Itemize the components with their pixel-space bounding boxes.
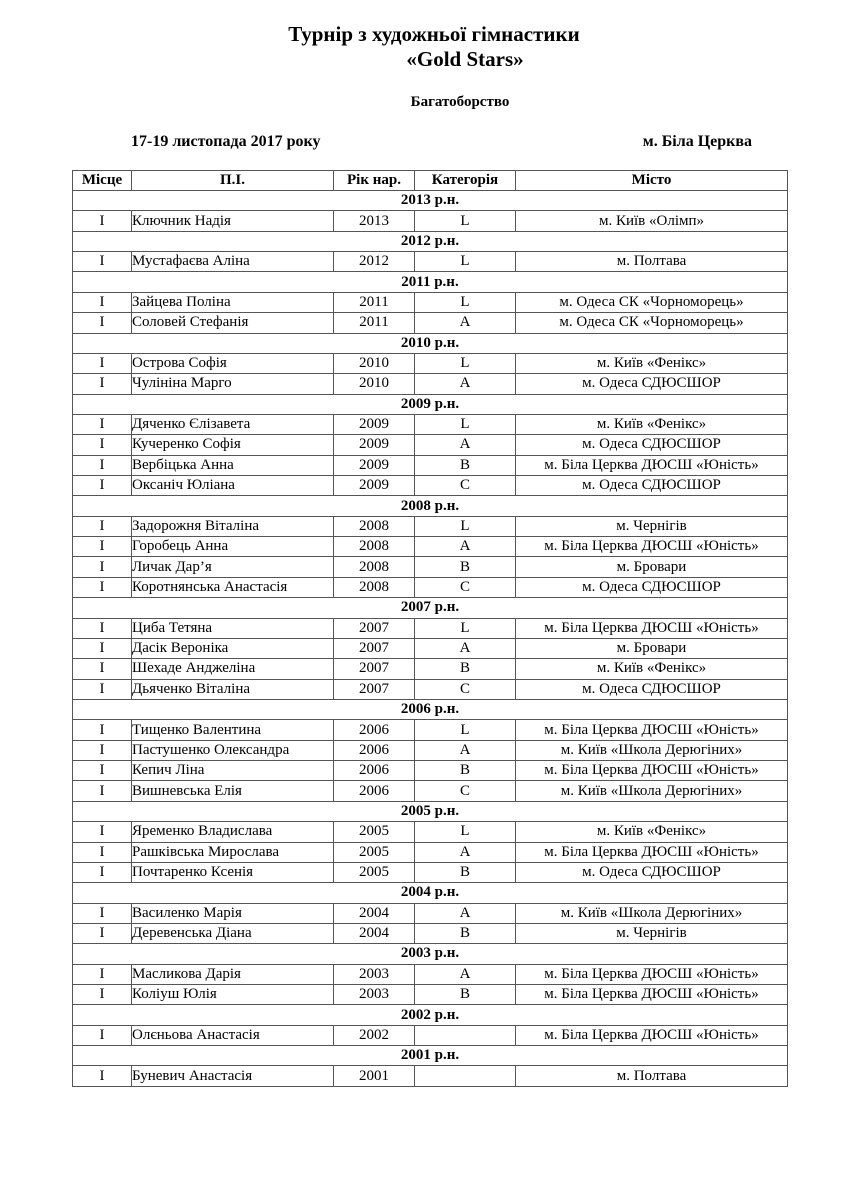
cell-name: Яременко Владислава: [132, 822, 334, 842]
cell-city: м. Біла Церква ДЮСШ «Юність»: [516, 985, 788, 1005]
cell-category: [415, 1066, 516, 1086]
cell-name: Личак Дар’я: [132, 557, 334, 577]
table-row: [73, 923, 788, 943]
cell-birth-year: 2008: [334, 537, 415, 557]
table-row: [73, 292, 788, 312]
group-header-row: [73, 333, 788, 353]
cell-name: Дасік Вероніка: [132, 638, 334, 658]
cell-name: Рашківська Мирослава: [132, 842, 334, 862]
cell-place: I: [73, 313, 132, 333]
cell-city: м. Київ «Школа Дерюгіних»: [516, 740, 788, 760]
cell-name: Тищенко Валентина: [132, 720, 334, 740]
cell-name: Почтаренко Ксенія: [132, 862, 334, 882]
cell-name: Острова Софія: [132, 353, 334, 373]
table-row: [73, 822, 788, 842]
cell-name: Шехаде Анджеліна: [132, 659, 334, 679]
cell-birth-year: 2004: [334, 903, 415, 923]
group-label: 2013 р.н.: [73, 191, 788, 211]
table-row: [73, 740, 788, 760]
cell-category: L: [415, 720, 516, 740]
table-row: [73, 414, 788, 434]
cell-place: I: [73, 211, 132, 231]
group-label: 2003 р.н.: [73, 944, 788, 964]
cell-category: L: [415, 353, 516, 373]
table-row: [73, 964, 788, 984]
cell-place: I: [73, 292, 132, 312]
table-row: [73, 679, 788, 699]
cell-category: L: [415, 618, 516, 638]
cell-category: A: [415, 740, 516, 760]
cell-city: м. Біла Церква ДЮСШ «Юність»: [516, 842, 788, 862]
cell-category: A: [415, 842, 516, 862]
cell-place: I: [73, 374, 132, 394]
cell-name: Пастушенко Олександра: [132, 740, 334, 760]
cell-category: A: [415, 537, 516, 557]
cell-city: м. Київ «Фенікс»: [516, 822, 788, 842]
cell-name: Чулініна Марго: [132, 374, 334, 394]
cell-category: A: [415, 435, 516, 455]
cell-city: м. Київ «Школа Дерюгіних»: [516, 903, 788, 923]
group-header-row: [73, 699, 788, 719]
table-row: [73, 516, 788, 536]
table-row: [73, 842, 788, 862]
cell-city: м. Біла Церква ДЮСШ «Юність»: [516, 761, 788, 781]
group-header-row: [73, 883, 788, 903]
cell-place: I: [73, 435, 132, 455]
tournament-name: «Gold Stars»: [406, 47, 524, 71]
group-label: 2012 р.н.: [73, 231, 788, 251]
header-city: Місто: [516, 171, 788, 191]
cell-city: м. Біла Церква ДЮСШ «Юність»: [516, 964, 788, 984]
cell-place: I: [73, 842, 132, 862]
discipline-subtitle: Багатоборство: [410, 94, 510, 110]
cell-place: I: [73, 414, 132, 434]
table-row: [73, 781, 788, 801]
cell-name: Ключник Надія: [132, 211, 334, 231]
cell-birth-year: 2006: [334, 740, 415, 760]
cell-birth-year: 2005: [334, 862, 415, 882]
cell-birth-year: 2007: [334, 679, 415, 699]
group-header-row: [73, 394, 788, 414]
cell-birth-year: 2005: [334, 842, 415, 862]
cell-name: Буневич Анастасія: [132, 1066, 334, 1086]
cell-city: м. Одеса СДЮСШОР: [516, 476, 788, 496]
cell-name: Дьяченко Віталіна: [132, 679, 334, 699]
cell-place: I: [73, 781, 132, 801]
cell-birth-year: 2009: [334, 414, 415, 434]
cell-city: м. Полтава: [516, 252, 788, 272]
group-header-row: [73, 496, 788, 516]
cell-birth-year: 2010: [334, 353, 415, 373]
cell-category: A: [415, 313, 516, 333]
table-row: [73, 577, 788, 597]
cell-city: м. Біла Церква ДЮСШ «Юність»: [516, 720, 788, 740]
cell-name: Вишневська Елія: [132, 781, 334, 801]
cell-place: I: [73, 964, 132, 984]
cell-name: Деревенська Діана: [132, 923, 334, 943]
cell-birth-year: 2008: [334, 516, 415, 536]
document-title: Турнір з художньої гімнастики: [288, 22, 580, 46]
group-header-row: [73, 598, 788, 618]
cell-name: Кепич Ліна: [132, 761, 334, 781]
table-row: [73, 903, 788, 923]
cell-birth-year: 2005: [334, 822, 415, 842]
cell-name: Олєньова Анастасія: [132, 1025, 334, 1045]
group-header-row: [73, 801, 788, 821]
cell-category: B: [415, 923, 516, 943]
cell-city: м. Київ «Фенікс»: [516, 414, 788, 434]
cell-city: м. Бровари: [516, 638, 788, 658]
group-label: 2009 р.н.: [73, 394, 788, 414]
cell-category: B: [415, 862, 516, 882]
cell-category: A: [415, 638, 516, 658]
cell-name: Задорожня Віталіна: [132, 516, 334, 536]
cell-city: м. Київ «Школа Дерюгіних»: [516, 781, 788, 801]
cell-name: Оксаніч Юліана: [132, 476, 334, 496]
event-date: 17-19 листопада 2017 року: [131, 133, 321, 150]
cell-birth-year: 2007: [334, 638, 415, 658]
cell-city: м. Біла Церква ДЮСШ «Юність»: [516, 1025, 788, 1045]
cell-name: Коротнянська Анастасія: [132, 577, 334, 597]
cell-category: A: [415, 374, 516, 394]
cell-place: I: [73, 638, 132, 658]
cell-city: м. Київ «Олімп»: [516, 211, 788, 231]
group-label: 2005 р.н.: [73, 801, 788, 821]
group-header-row: [73, 231, 788, 251]
cell-birth-year: 2007: [334, 618, 415, 638]
cell-birth-year: 2007: [334, 659, 415, 679]
group-label: 2004 р.н.: [73, 883, 788, 903]
cell-category: B: [415, 985, 516, 1005]
table-row: [73, 252, 788, 272]
table-row: [73, 557, 788, 577]
cell-category: C: [415, 476, 516, 496]
cell-place: I: [73, 1066, 132, 1086]
cell-name: Дяченко Єлізавета: [132, 414, 334, 434]
cell-category: B: [415, 455, 516, 475]
cell-city: м. Одеса СК «Чорноморець»: [516, 313, 788, 333]
cell-city: м. Одеса СДЮСШОР: [516, 374, 788, 394]
cell-birth-year: 2011: [334, 313, 415, 333]
cell-city: м. Біла Церква ДЮСШ «Юність»: [516, 618, 788, 638]
table-row: [73, 720, 788, 740]
cell-birth-year: 2006: [334, 781, 415, 801]
cell-place: I: [73, 679, 132, 699]
cell-birth-year: 2008: [334, 557, 415, 577]
cell-category: L: [415, 292, 516, 312]
cell-category: L: [415, 822, 516, 842]
header-name: П.І.: [132, 171, 334, 191]
cell-name: Василенко Марія: [132, 903, 334, 923]
cell-city: м. Одеса СДЮСШОР: [516, 862, 788, 882]
table-row: [73, 618, 788, 638]
cell-name: Коліуш Юлія: [132, 985, 334, 1005]
cell-birth-year: 2001: [334, 1066, 415, 1086]
table-row: [73, 435, 788, 455]
cell-place: I: [73, 618, 132, 638]
table-row: [73, 455, 788, 475]
group-label: 2007 р.н.: [73, 598, 788, 618]
cell-birth-year: 2011: [334, 292, 415, 312]
cell-city: м. Чернігів: [516, 516, 788, 536]
table-row: [73, 374, 788, 394]
cell-birth-year: 2009: [334, 435, 415, 455]
cell-place: I: [73, 659, 132, 679]
cell-place: I: [73, 720, 132, 740]
cell-place: I: [73, 740, 132, 760]
table-row: [73, 1066, 788, 1086]
cell-birth-year: 2009: [334, 455, 415, 475]
cell-place: I: [73, 557, 132, 577]
cell-category: B: [415, 557, 516, 577]
group-label: 2002 р.н.: [73, 1005, 788, 1025]
cell-birth-year: 2008: [334, 577, 415, 597]
group-header-row: [73, 191, 788, 211]
cell-place: I: [73, 455, 132, 475]
table-row: [73, 476, 788, 496]
cell-birth-year: 2003: [334, 985, 415, 1005]
cell-place: I: [73, 761, 132, 781]
table-row: [73, 353, 788, 373]
table-row: [73, 659, 788, 679]
cell-category: B: [415, 761, 516, 781]
cell-city: м. Одеса СДЮСШОР: [516, 435, 788, 455]
cell-city: м. Одеса СДЮСШОР: [516, 679, 788, 699]
cell-birth-year: 2006: [334, 761, 415, 781]
cell-city: м. Бровари: [516, 557, 788, 577]
table-row: [73, 211, 788, 231]
cell-category: C: [415, 679, 516, 699]
cell-place: I: [73, 923, 132, 943]
table-row: [73, 537, 788, 557]
group-label: 2010 р.н.: [73, 333, 788, 353]
cell-place: I: [73, 822, 132, 842]
cell-birth-year: 2006: [334, 720, 415, 740]
cell-category: C: [415, 577, 516, 597]
results-body: [73, 191, 788, 1087]
cell-city: м. Одеса СДЮСШОР: [516, 577, 788, 597]
cell-place: I: [73, 353, 132, 373]
table-row: [73, 985, 788, 1005]
cell-category: B: [415, 659, 516, 679]
header-place: Місце: [73, 171, 132, 191]
cell-place: I: [73, 577, 132, 597]
cell-category: L: [415, 414, 516, 434]
cell-city: м. Одеса СК «Чорноморець»: [516, 292, 788, 312]
cell-birth-year: 2009: [334, 476, 415, 496]
cell-category: L: [415, 252, 516, 272]
event-location: м. Біла Церква: [642, 133, 752, 150]
cell-place: I: [73, 1025, 132, 1045]
cell-place: I: [73, 903, 132, 923]
table-row: [73, 638, 788, 658]
cell-city: м. Біла Церква ДЮСШ «Юність»: [516, 455, 788, 475]
table-header-row: [73, 171, 788, 191]
table-row: [73, 761, 788, 781]
cell-birth-year: 2010: [334, 374, 415, 394]
cell-category: A: [415, 964, 516, 984]
group-label: 2001 р.н.: [73, 1046, 788, 1066]
cell-city: м. Київ «Фенікс»: [516, 659, 788, 679]
group-label: 2008 р.н.: [73, 496, 788, 516]
cell-birth-year: 2004: [334, 923, 415, 943]
cell-category: C: [415, 781, 516, 801]
cell-place: I: [73, 252, 132, 272]
cell-place: I: [73, 476, 132, 496]
cell-city: м. Київ «Фенікс»: [516, 353, 788, 373]
group-label: 2011 р.н.: [73, 272, 788, 292]
cell-category: A: [415, 903, 516, 923]
cell-birth-year: 2013: [334, 211, 415, 231]
cell-city: м. Чернігів: [516, 923, 788, 943]
cell-name: Масликова Дарія: [132, 964, 334, 984]
cell-place: I: [73, 985, 132, 1005]
cell-place: I: [73, 516, 132, 536]
header-category: Категорія: [415, 171, 516, 191]
cell-category: [415, 1025, 516, 1045]
group-header-row: [73, 1046, 788, 1066]
cell-place: I: [73, 537, 132, 557]
group-label: 2006 р.н.: [73, 699, 788, 719]
table-row: [73, 862, 788, 882]
cell-name: Вербіцька Анна: [132, 455, 334, 475]
cell-name: Циба Тетяна: [132, 618, 334, 638]
cell-name: Горобець Анна: [132, 537, 334, 557]
group-header-row: [73, 272, 788, 292]
cell-birth-year: 2003: [334, 964, 415, 984]
header-birth-year: Рік нар.: [334, 171, 415, 191]
cell-name: Зайцева Поліна: [132, 292, 334, 312]
results-table: [72, 170, 788, 1087]
cell-name: Мустафаєва Аліна: [132, 252, 334, 272]
group-header-row: [73, 944, 788, 964]
table-row: [73, 1025, 788, 1045]
cell-name: Соловей Стефанія: [132, 313, 334, 333]
cell-birth-year: 2012: [334, 252, 415, 272]
group-header-row: [73, 1005, 788, 1025]
table-row: [73, 313, 788, 333]
cell-name: Кучеренко Софія: [132, 435, 334, 455]
cell-city: м. Біла Церква ДЮСШ «Юність»: [516, 537, 788, 557]
cell-place: I: [73, 862, 132, 882]
cell-city: м. Полтава: [516, 1066, 788, 1086]
cell-category: L: [415, 516, 516, 536]
cell-category: L: [415, 211, 516, 231]
cell-birth-year: 2002: [334, 1025, 415, 1045]
